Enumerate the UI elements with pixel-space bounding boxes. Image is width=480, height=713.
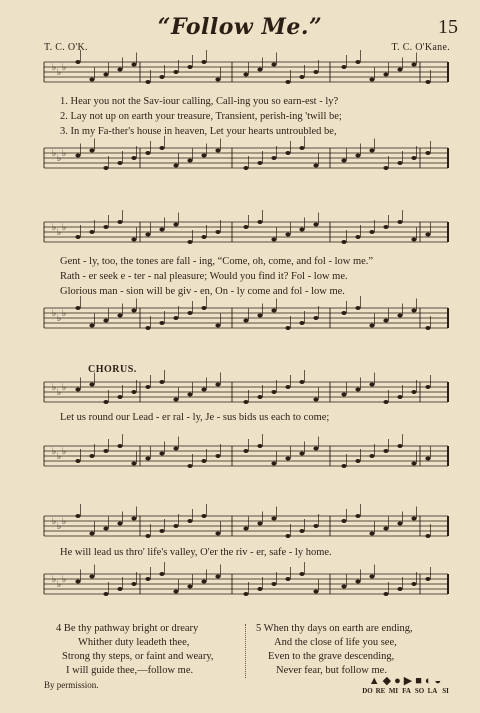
note-head-icon bbox=[257, 587, 262, 591]
note-head-icon bbox=[397, 220, 402, 224]
note-head-icon bbox=[103, 527, 108, 531]
note-head-icon bbox=[103, 73, 108, 77]
note-head-icon bbox=[271, 156, 276, 160]
note-head-icon bbox=[145, 80, 150, 84]
note-head-icon bbox=[159, 228, 164, 232]
note-head-icon bbox=[75, 60, 80, 64]
flat-icon: ♭ bbox=[62, 63, 67, 73]
note-head-icon bbox=[145, 457, 150, 461]
note-head-icon bbox=[145, 151, 150, 155]
note-head-icon bbox=[243, 527, 248, 531]
note-head-icon bbox=[145, 233, 150, 237]
flat-icon: ♭ bbox=[52, 149, 57, 159]
note-head-icon bbox=[271, 582, 276, 586]
note-head-icon bbox=[159, 572, 164, 576]
verse-5 bbox=[256, 622, 413, 678]
note-head-icon bbox=[117, 220, 122, 224]
note-head-icon bbox=[75, 580, 80, 584]
flat-icon: ♭ bbox=[52, 447, 57, 457]
note-head-icon bbox=[103, 592, 108, 596]
note-head-icon bbox=[355, 459, 360, 463]
note-head-icon bbox=[313, 398, 318, 402]
note-head-icon bbox=[355, 235, 360, 239]
note-head-icon bbox=[285, 534, 290, 538]
note-head-icon bbox=[397, 444, 402, 448]
solfege-syllable: FA bbox=[402, 687, 411, 695]
note-head-icon bbox=[355, 306, 360, 310]
note-head-icon bbox=[383, 527, 388, 531]
note-head-icon bbox=[299, 321, 304, 325]
permission-note: By permission. bbox=[44, 680, 99, 690]
note-head-icon bbox=[257, 68, 262, 72]
note-head-icon bbox=[411, 582, 416, 586]
note-head-icon bbox=[201, 60, 206, 64]
note-head-icon bbox=[145, 577, 150, 581]
note-head-icon bbox=[243, 449, 248, 453]
flat-icon: ♭ bbox=[62, 575, 67, 585]
note-head-icon bbox=[425, 80, 430, 84]
note-head-icon bbox=[117, 522, 122, 526]
note-head-icon bbox=[341, 519, 346, 523]
note-head-icon bbox=[131, 309, 136, 313]
note-head-icon bbox=[159, 321, 164, 325]
composer-credit: T. C. O'Kane. bbox=[391, 42, 450, 53]
note-head-icon bbox=[341, 585, 346, 589]
note-head-icon bbox=[383, 449, 388, 453]
note-head-icon bbox=[397, 587, 402, 591]
note-head-icon bbox=[341, 240, 346, 244]
note-head-icon bbox=[299, 452, 304, 456]
flat-icon: ♭ bbox=[52, 575, 57, 585]
note-head-icon bbox=[411, 390, 416, 394]
note-head-icon bbox=[75, 154, 80, 158]
note-head-icon bbox=[425, 457, 430, 461]
note-head-icon bbox=[103, 319, 108, 323]
note-head-icon bbox=[285, 457, 290, 461]
solfege-syllable: RE bbox=[375, 687, 386, 695]
note-head-icon bbox=[145, 385, 150, 389]
flat-icon: ♭ bbox=[52, 309, 57, 319]
note-head-icon bbox=[89, 324, 94, 328]
flat-icon: ♭ bbox=[62, 223, 67, 233]
lyric-line: 3. In my Fa-ther's house in heaven, Let your hearts untroubled be, bbox=[60, 126, 337, 137]
note-head-icon bbox=[243, 319, 248, 323]
lyric-line: 1. Hear you not the Sav-iour calling, Call-ing you so earn-est - ly? bbox=[60, 96, 339, 107]
system-2-lyrics bbox=[60, 254, 450, 299]
note-head-icon bbox=[271, 517, 276, 521]
note-head-icon bbox=[313, 590, 318, 594]
note-head-icon bbox=[271, 63, 276, 67]
note-head-icon bbox=[425, 326, 430, 330]
lyric-line: Glorious man - sion will be giv - en, On - ly come and fol - low me. bbox=[60, 286, 345, 297]
note-head-icon bbox=[397, 161, 402, 165]
note-head-icon bbox=[89, 383, 94, 387]
solfege-key bbox=[361, 674, 452, 695]
note-head-icon bbox=[117, 395, 122, 399]
note-head-icon bbox=[411, 462, 416, 466]
lyric-line: 2. Lay not up on earth your treasure, Transient, perish-ing 'twill be; bbox=[60, 111, 342, 122]
note-head-icon bbox=[173, 223, 178, 227]
lyricist-credit: T. C. O'K. bbox=[44, 42, 88, 53]
note-head-icon bbox=[369, 149, 374, 153]
note-head-icon bbox=[257, 314, 262, 318]
note-head-icon bbox=[201, 580, 206, 584]
note-head-icon bbox=[369, 383, 374, 387]
note-head-icon bbox=[425, 577, 430, 581]
note-head-icon bbox=[159, 380, 164, 384]
note-head-icon bbox=[243, 592, 248, 596]
note-head-icon bbox=[173, 524, 178, 528]
note-head-icon bbox=[89, 532, 94, 536]
note-head-icon bbox=[257, 522, 262, 526]
flat-icon: ♭ bbox=[57, 452, 62, 462]
note-head-icon bbox=[257, 444, 262, 448]
solfege-syllable: MI bbox=[388, 687, 399, 695]
solfege-syllable: LA bbox=[427, 687, 438, 695]
verse-divider bbox=[245, 624, 246, 678]
verse-4 bbox=[56, 622, 214, 678]
note-head-icon bbox=[173, 164, 178, 168]
note-head-icon bbox=[75, 388, 80, 392]
flat-icon: ♭ bbox=[52, 383, 57, 393]
flat-icon: ♭ bbox=[62, 309, 67, 319]
note-head-icon bbox=[383, 73, 388, 77]
note-head-icon bbox=[257, 395, 262, 399]
note-head-icon bbox=[187, 464, 192, 468]
note-head-icon bbox=[131, 63, 136, 67]
flat-icon: ♭ bbox=[62, 383, 67, 393]
note-head-icon bbox=[159, 75, 164, 79]
note-head-icon bbox=[75, 514, 80, 518]
note-head-icon bbox=[341, 311, 346, 315]
note-head-icon bbox=[341, 393, 346, 397]
note-head-icon bbox=[215, 78, 220, 82]
note-head-icon bbox=[201, 459, 206, 463]
note-head-icon bbox=[425, 233, 430, 237]
note-head-icon bbox=[369, 324, 374, 328]
note-head-icon bbox=[369, 78, 374, 82]
solfege-syllables bbox=[361, 687, 452, 695]
note-head-icon bbox=[257, 220, 262, 224]
note-head-icon bbox=[383, 319, 388, 323]
note-head-icon bbox=[299, 228, 304, 232]
note-head-icon bbox=[215, 454, 220, 458]
note-head-icon bbox=[355, 580, 360, 584]
note-head-icon bbox=[187, 159, 192, 163]
note-head-icon bbox=[89, 230, 94, 234]
note-head-icon bbox=[313, 164, 318, 168]
shape-note-icons: ▲◆●▶■◐◒ bbox=[368, 675, 445, 687]
note-head-icon bbox=[425, 534, 430, 538]
note-head-icon bbox=[285, 151, 290, 155]
note-head-icon bbox=[299, 572, 304, 576]
verse-line: Never fear, but follow me. bbox=[276, 665, 387, 676]
lyric-line: Rath - er seek e - ter - nal pleasure; Would you find it? Fol - low me. bbox=[60, 271, 348, 282]
note-head-icon bbox=[411, 309, 416, 313]
note-head-icon bbox=[215, 383, 220, 387]
note-head-icon bbox=[243, 400, 248, 404]
note-head-icon bbox=[383, 166, 388, 170]
note-head-icon bbox=[383, 400, 388, 404]
note-head-icon bbox=[341, 159, 346, 163]
verse-line: Even to the grave descending, bbox=[268, 651, 395, 662]
note-head-icon bbox=[201, 388, 206, 392]
solfege-syllable: DO bbox=[362, 687, 373, 695]
note-head-icon bbox=[411, 517, 416, 521]
flat-icon: ♭ bbox=[62, 149, 67, 159]
note-head-icon bbox=[313, 447, 318, 451]
note-head-icon bbox=[411, 238, 416, 242]
verse-line: And the close of life you see, bbox=[274, 637, 397, 648]
lyric-line: Let us round our Lead - er ral - ly, Je - sus bids us each to come; bbox=[60, 412, 330, 423]
note-head-icon bbox=[75, 306, 80, 310]
flat-icon: ♭ bbox=[57, 228, 62, 238]
system-3-bass-staff bbox=[0, 440, 480, 480]
note-head-icon bbox=[425, 385, 430, 389]
note-head-icon bbox=[131, 517, 136, 521]
solfege-syllable: SO bbox=[414, 687, 425, 695]
note-head-icon bbox=[397, 522, 402, 526]
note-head-icon bbox=[117, 444, 122, 448]
note-head-icon bbox=[271, 309, 276, 313]
note-head-icon bbox=[131, 390, 136, 394]
note-head-icon bbox=[271, 390, 276, 394]
note-head-icon bbox=[313, 316, 318, 320]
note-head-icon bbox=[131, 462, 136, 466]
system-1-treble-staff bbox=[0, 56, 480, 96]
note-head-icon bbox=[145, 326, 150, 330]
verse-line: Strong thy steps, or faint and weary, bbox=[62, 651, 214, 662]
note-head-icon bbox=[383, 225, 388, 229]
flat-icon: ♭ bbox=[62, 517, 67, 527]
note-head-icon bbox=[187, 311, 192, 315]
note-head-icon bbox=[355, 154, 360, 158]
note-head-icon bbox=[355, 388, 360, 392]
note-head-icon bbox=[187, 519, 192, 523]
note-head-icon bbox=[369, 454, 374, 458]
verse-line: 5 When thy days on earth are ending, bbox=[256, 623, 413, 634]
flat-icon: ♭ bbox=[62, 447, 67, 457]
note-head-icon bbox=[173, 70, 178, 74]
note-head-icon bbox=[103, 449, 108, 453]
flat-icon: ♭ bbox=[57, 154, 62, 164]
solfege-syllable: SI bbox=[442, 687, 449, 695]
note-head-icon bbox=[117, 314, 122, 318]
note-head-icon bbox=[215, 149, 220, 153]
note-head-icon bbox=[131, 582, 136, 586]
note-head-icon bbox=[215, 575, 220, 579]
note-head-icon bbox=[411, 63, 416, 67]
note-head-icon bbox=[131, 238, 136, 242]
note-head-icon bbox=[313, 524, 318, 528]
note-head-icon bbox=[369, 230, 374, 234]
system-1-lyrics bbox=[60, 94, 450, 139]
note-head-icon bbox=[159, 452, 164, 456]
note-head-icon bbox=[159, 529, 164, 533]
note-head-icon bbox=[89, 575, 94, 579]
note-head-icon bbox=[285, 233, 290, 237]
note-head-icon bbox=[117, 68, 122, 72]
note-head-icon bbox=[89, 454, 94, 458]
note-head-icon bbox=[173, 590, 178, 594]
system-2-treble-staff bbox=[0, 216, 480, 256]
note-head-icon bbox=[285, 577, 290, 581]
note-head-icon bbox=[383, 592, 388, 596]
system-3-lyrics bbox=[60, 410, 450, 425]
system-2-bass-staff bbox=[0, 302, 480, 342]
note-head-icon bbox=[313, 70, 318, 74]
flat-icon: ♭ bbox=[57, 68, 62, 78]
verse-line: I will guide thee,—follow me. bbox=[66, 665, 194, 676]
note-head-icon bbox=[187, 240, 192, 244]
note-head-icon bbox=[131, 156, 136, 160]
note-head-icon bbox=[243, 225, 248, 229]
flat-icon: ♭ bbox=[57, 522, 62, 532]
flat-icon: ♭ bbox=[52, 517, 57, 527]
note-head-icon bbox=[103, 225, 108, 229]
flat-icon: ♭ bbox=[52, 223, 57, 233]
page-number: 15 bbox=[438, 16, 458, 38]
note-head-icon bbox=[285, 326, 290, 330]
note-head-icon bbox=[243, 73, 248, 77]
note-head-icon bbox=[75, 459, 80, 463]
note-head-icon bbox=[397, 314, 402, 318]
verse-line: 4 Be thy pathway bright or dreary bbox=[56, 623, 199, 634]
note-head-icon bbox=[355, 60, 360, 64]
note-head-icon bbox=[425, 151, 430, 155]
note-head-icon bbox=[201, 514, 206, 518]
note-head-icon bbox=[201, 306, 206, 310]
note-head-icon bbox=[285, 80, 290, 84]
system-1-bass-staff bbox=[0, 142, 480, 182]
note-head-icon bbox=[201, 154, 206, 158]
lyric-line: He will lead us thro' life's valley, O'er the riv - er, safe - ly home. bbox=[60, 547, 332, 558]
note-head-icon bbox=[369, 575, 374, 579]
note-head-icon bbox=[299, 75, 304, 79]
note-head-icon bbox=[369, 532, 374, 536]
note-head-icon bbox=[159, 146, 164, 150]
note-head-icon bbox=[117, 587, 122, 591]
note-head-icon bbox=[215, 324, 220, 328]
note-head-icon bbox=[285, 385, 290, 389]
note-head-icon bbox=[355, 514, 360, 518]
note-head-icon bbox=[103, 166, 108, 170]
flat-icon: ♭ bbox=[52, 63, 57, 73]
flat-icon: ♭ bbox=[57, 314, 62, 324]
flat-icon: ♭ bbox=[57, 580, 62, 590]
note-head-icon bbox=[201, 235, 206, 239]
lyric-line: Gent - ly, too, the tones are fall - ing, “Come, oh, come, and fol - low me.” bbox=[60, 256, 374, 267]
note-head-icon bbox=[257, 161, 262, 165]
note-head-icon bbox=[75, 235, 80, 239]
note-head-icon bbox=[341, 65, 346, 69]
note-head-icon bbox=[411, 156, 416, 160]
note-head-icon bbox=[187, 65, 192, 69]
note-head-icon bbox=[187, 393, 192, 397]
note-head-icon bbox=[89, 149, 94, 153]
note-head-icon bbox=[173, 316, 178, 320]
chorus-label: CHORUS. bbox=[88, 364, 137, 375]
note-head-icon bbox=[341, 464, 346, 468]
note-head-icon bbox=[173, 447, 178, 451]
note-head-icon bbox=[313, 223, 318, 227]
note-head-icon bbox=[187, 585, 192, 589]
note-head-icon bbox=[397, 395, 402, 399]
note-head-icon bbox=[271, 238, 276, 242]
note-head-icon bbox=[299, 529, 304, 533]
verse-line: Whither duty leadeth thee, bbox=[78, 637, 190, 648]
note-head-icon bbox=[397, 68, 402, 72]
note-head-icon bbox=[173, 398, 178, 402]
system-4-bass-staff bbox=[0, 568, 480, 608]
note-head-icon bbox=[215, 230, 220, 234]
note-head-icon bbox=[145, 534, 150, 538]
note-head-icon bbox=[89, 78, 94, 82]
note-head-icon bbox=[117, 161, 122, 165]
note-head-icon bbox=[215, 532, 220, 536]
note-head-icon bbox=[243, 166, 248, 170]
system-4-treble-staff bbox=[0, 510, 480, 550]
note-head-icon bbox=[103, 400, 108, 404]
note-head-icon bbox=[271, 462, 276, 466]
system-4-lyrics bbox=[60, 545, 450, 560]
note-head-icon bbox=[299, 380, 304, 384]
flat-icon: ♭ bbox=[57, 388, 62, 398]
hymn-title: “Follow Me.” bbox=[157, 14, 323, 40]
note-head-icon bbox=[299, 146, 304, 150]
